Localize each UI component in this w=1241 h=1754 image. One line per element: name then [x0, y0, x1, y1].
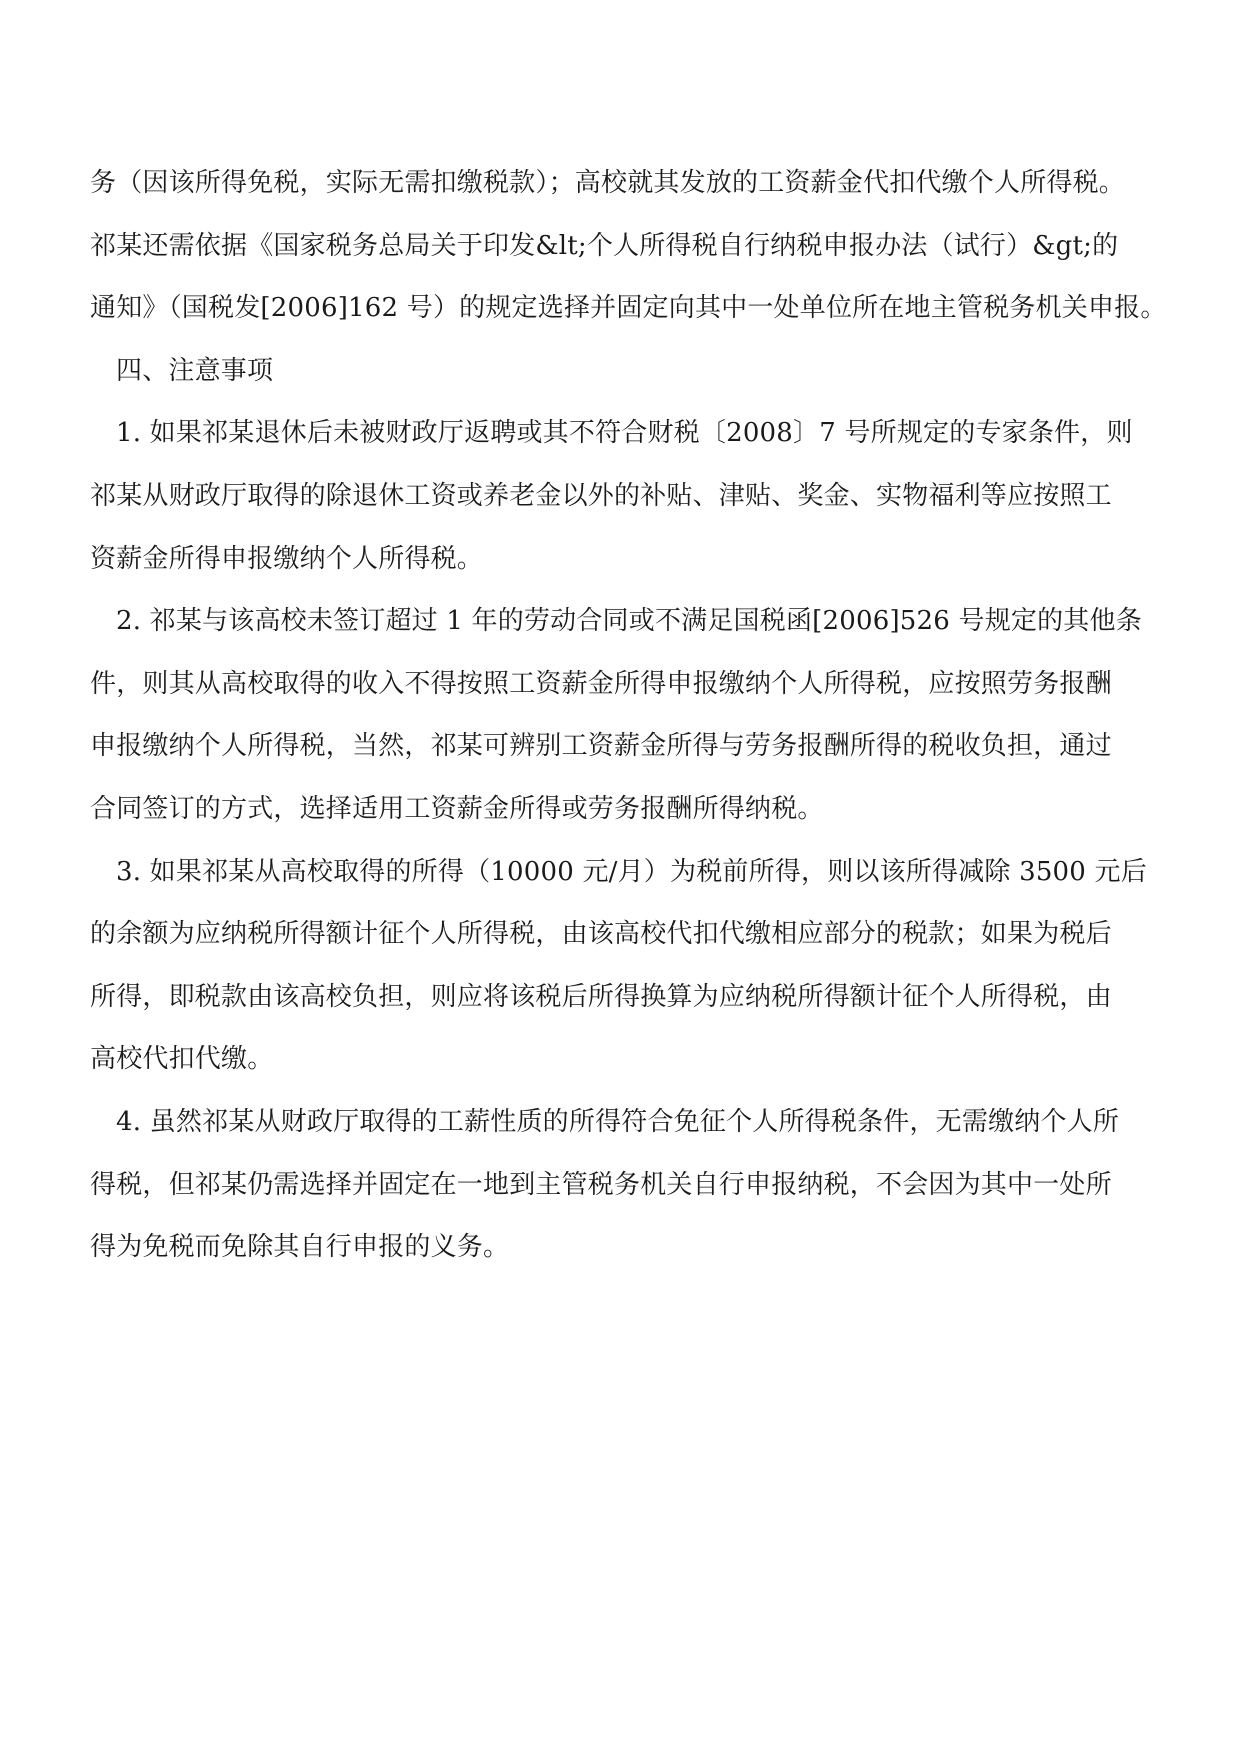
text-line: 合同签订的方式，选择适用工资薪金所得或劳务报酬所得纳税。 — [90, 793, 824, 824]
text-line: 4. 虽然祁某从财政厅取得的工薪性质的所得符合免征个人所得税条件，无需缴纳个人所 — [116, 1106, 1120, 1137]
text-line: 高校代扣代缴。 — [90, 1044, 274, 1075]
section-heading: 四、注意事项 — [116, 355, 274, 386]
text-line: 所得，即税款由该高校负担，则应将该税后所得换算为应纳税所得额计征个人所得税，由 — [90, 981, 1112, 1012]
document-body — [90, 152, 1165, 1279]
text-line: 得为免税而免除其自行申报的义务。 — [90, 1232, 510, 1263]
text-line: 务（因该所得免税，实际无需扣缴税款）；高校就其发放的工资薪金代扣代缴个人所得税。 — [90, 168, 1126, 198]
text-line: 资薪金所得申报缴纳个人所得税。 — [90, 543, 484, 574]
text-line: 的余额为应纳税所得额计征个人所得税，由该高校代扣代缴相应部分的税款；如果为税后 — [90, 919, 1112, 950]
text-line: 1. 如果祁某退休后未被财政厅返聘或其不符合财税〔2008〕7 号所规定的专家条件，则 — [116, 418, 1133, 449]
text-line: 件，则其从高校取得的收入不得按照工资薪金所得申报缴纳个人所得税，应按照劳务报酬 — [90, 668, 1112, 699]
text-line: 得税，但祁某仍需选择并固定在一地到主管税务机关自行申报纳税，不会因为其中一处所 — [90, 1169, 1112, 1200]
text-line: 申报缴纳个人所得税，当然，祁某可辨别工资薪金所得与劳务报酬所得的税收负担，通过 — [90, 731, 1112, 762]
text-line: 祁某从财政厅取得的除退休工资或养老金以外的补贴、津贴、奖金、实物福利等应按照工 — [90, 480, 1112, 511]
text-line: 祁某还需依据《国家税务总局关于印发&lt;个人所得税自行纳税申报办法（试行）&gt;的 — [90, 230, 1119, 261]
text-line: 通知》（国税发[2006]162 号）的规定选择并固定向其中一处单位所在地主管税务机关申报。 — [90, 293, 1167, 324]
text-line: 2. 祁某与该高校未签订超过 1 年的劳动合同或不满足国税函[2006]526 号规定的其他条 — [116, 606, 1142, 637]
text-line: 3. 如果祁某从高校取得的所得（10000 元/月）为税前所得，则以该所得减除 3500 元后 — [116, 856, 1147, 887]
